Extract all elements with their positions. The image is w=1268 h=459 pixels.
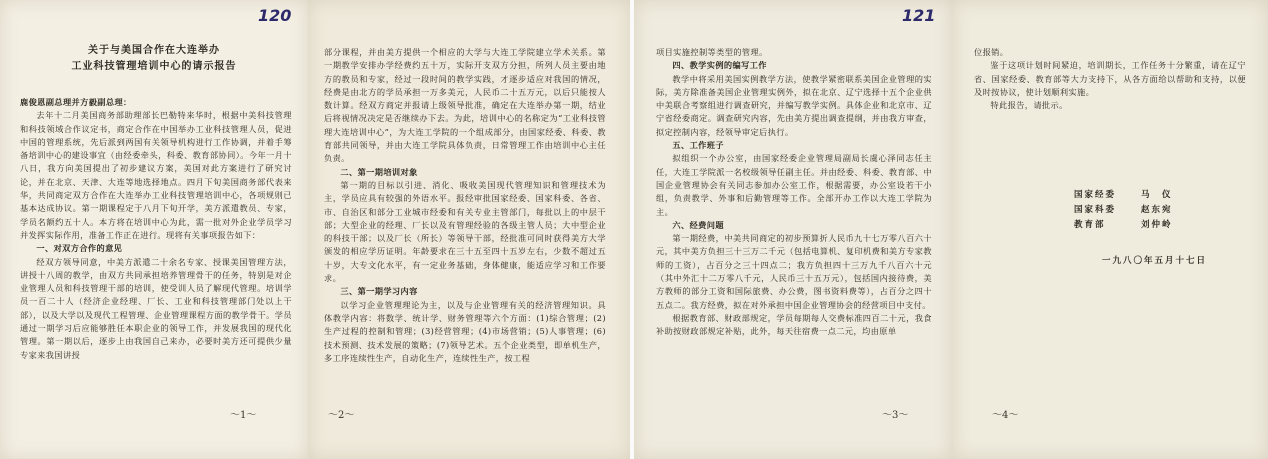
section-heading: 三、第一期学习内容 — [340, 286, 418, 297]
paragraph: 位报销。 — [974, 47, 1009, 57]
signatory-name: 马 仪 — [1140, 190, 1173, 200]
paragraph: 第一期经费，中美共同商定的初步预算折人民币九十七万零八百六十元，其中美方负担三十三万二千元（包括电算机、复印机费和美方专家教师的工资），占百分之三十四点二；我方负担四十三万九千八百六十元（其中外汇十二万零八千元，人民币三十五万元），包括国内接待费，美方教师的部分工资和国际旅费、办公费，图书资料费等），占百分之四十五点二。我方经费，拟在对外承担中国企业管理协会的经营项目中支付。 — [656, 233, 932, 310]
page-3-body — [656, 46, 932, 339]
document-page-4 — [952, 0, 1268, 459]
section-heading: 四、教学实例的编写工作 — [672, 60, 767, 71]
signatory-name: 刘仲岭 — [1140, 220, 1173, 230]
signatory-block — [1074, 188, 1172, 233]
signatory-name: 赵东宛 — [1140, 205, 1173, 215]
document-page-2 — [308, 0, 630, 459]
report-title-line-1: 关于与美国合作在大连举办 — [88, 45, 220, 56]
signatory-row — [1074, 218, 1172, 233]
page-number: ～4～ — [992, 410, 1019, 421]
paragraph: 第一期的目标以引进、消化、吸收美国现代管理知识和管理技术为主，学员应具有较强的外语水平。报经审批国家经委、国家科委、各省、市、自治区和部分工业城市经委和有关专业主管部门，每批以上的中层干部；大型企业的经理、厂长以及有管理经验的各级主管人员；大中型企业的科技干部；以及厂长（所长）等领导干部，经批准可同时获得美方大学颁发的相应学历证明。年龄要求在三十五至四十五岁左右，少数不超过五十岁，大专文化水平，有一定业务基础，身体健康，能适应学习和工作要求。 — [324, 179, 606, 284]
paragraph: 教学中将采用美国实例教学方法，使教学紧密联系美国企业管理的实际，美方除准备美国企业管理实例外，拟在北京、辽宁选择十五个企业供中美联合考察组进行调查研究，并编写教学实例。具体企业和北京市、辽宁省经委商定。调查研究内容，先由美方提出调查提纲，并由我方审查，拟定控制内容，经领导审定后执行。 — [656, 73, 932, 137]
section-heading: 六、经费问题 — [672, 219, 724, 230]
section-heading: 五、工作班子 — [672, 140, 724, 151]
signatory-org: 国家科委 — [1074, 205, 1117, 215]
page-number: ～1～ — [230, 410, 257, 421]
document-page-1 — [0, 0, 308, 459]
paragraph: 特此报告，请批示。 — [990, 100, 1068, 111]
handwritten-page-number: 120 — [258, 6, 292, 25]
signatory-org: 教育部 — [1074, 220, 1106, 230]
paragraph: 经双方领导同意，中美方派遣二十余名专家、授课美国管理方法，讲授十八周的教学，由双方共同承担培养管理骨干的任务，特别是对企业管理人员和科技管理干部的培训，使受训人员了解现代管理。培训学员一百二十人（经济企业经理、厂长、工业和科技管理部门处以上干部），以及大学以及现代工程管理、企业管理课程方面的教学骨干。学员通过一期学习后应能够胜任本职企业的领导工作，并发展我国的现代化管理。第一期以后，逐步上由我国自己来办，必要时美方还可提供少量专家来我国讲授 — [20, 256, 292, 360]
section-heading: 二、第一期培训对象 — [340, 166, 418, 177]
paragraph: 去年十二月美国商务部助理部长巴勒特来华时，根据中美科技管理和科技领域合作议定书，商定合作在中国举办工业科技管理人员，促进中国的管理系统，先后派到两国有关领导机构进行工作协调，并着手筹备培训中心的建设事宜（由经委牵头，科委、教育部协同）。今年一月十八日，我方向美国提出了初步建议方案，美国对此方案进行了研究讨论，并在北京、天津、大连等地选择地点。四月下旬美国商务部代表来华，共同商定双方合作在大连举办工业科技管理培训中心，各项规则已基本达成协议。第一期课程定于八月下旬开学，美方派遣教员、专家，学员名额约五十人。本方将在培训中心为此，需一批对外企业学员学习并发挥实际作用，准备工作正在进行。现将有关事项报告如下： — [20, 110, 292, 240]
salutation: 鹿俊恩副总理并方毅副总理： — [20, 97, 132, 107]
page-number: ～2～ — [328, 410, 355, 421]
page-2-body — [324, 46, 606, 365]
signatory-row — [1074, 188, 1172, 203]
paragraph: 以学习企业管理理论为主，以及与企业管理有关的经济管理知识。具体教学内容：将数学、统计学、财务管理等六个方面：(1)综合管理；(2)生产过程的控制和管理；(3)经营管理；(4)市场营销；(5)人事管理；(6)技术预测、技术发展的策略；(7)领导艺术。五个企业类型，即单机生产，多工序连续性生产，自动化生产，连续性生产，按工程 — [324, 299, 606, 363]
paragraph: 部分课程，并由美方提供一个相应的大学与大连工学院建立学术关系。第一期教学安排办学经费约五十万，实际开支双方分担，所列人员主要由地方的教员和专家，经过一段时间的教学实践，才逐步适应对我国的情况，经费是由北方的学员承担一万多美元，人民币二十五万元，以后只能按人数计算。经双方商定并报请上级领导批准，确定在大连举办第一期，结业后将视情况决定是否继续办下去。为此，培训中心的名称定为“工业科技管理大连培训中心”，为大连工学院的一个组成部分，由国家经委、科委、教育部共同领导，并由大连工学院具体负责，日常管理工作由培训中心主任负责。 — [324, 47, 606, 164]
paragraph: 拟组织一个办公室，由国家经委企业管理局副局长虞心泽同志任主任，大连工学院派一名校级领导任副主任。并由经委、科委、教育部、中国企业管理协会有关同志参加办公室工作，根据需要，办公室设若干小组，负责教学、外事和后勤管理等工作。全部开办工作以大连工学院为主。 — [656, 153, 932, 217]
signatory-row — [1074, 203, 1172, 218]
page-number: ～3～ — [882, 410, 909, 421]
report-date: 一九八〇年五月十七日 — [1102, 256, 1208, 266]
page-1-body — [20, 96, 292, 362]
signatory-org: 国家经委 — [1074, 190, 1117, 200]
section-heading: 一、对双方合作的意见 — [36, 243, 123, 254]
paragraph: 鉴于这项计划时间紧迫，培训期长，工作任务十分繁重，请在辽宁省、国家经委、教育部等大力支持下，从各方面给以帮助和支持，以便及时按协议，使计划顺利实施。 — [974, 60, 1246, 97]
page-4-body — [974, 46, 1246, 112]
document-page-3 — [634, 0, 952, 459]
paragraph: 项目实施控制等类型的管理。 — [656, 47, 768, 57]
report-title-line-2: 工业科技管理培训中心的请示报告 — [71, 61, 237, 72]
paragraph: 根据教育部、财政部规定，学员每期每人交费标准四百二十元，我食补助按财政部规定补贴，此外，每天往宿费一点二元，均由原单 — [656, 312, 932, 337]
handwritten-page-number: 121 — [902, 6, 936, 25]
